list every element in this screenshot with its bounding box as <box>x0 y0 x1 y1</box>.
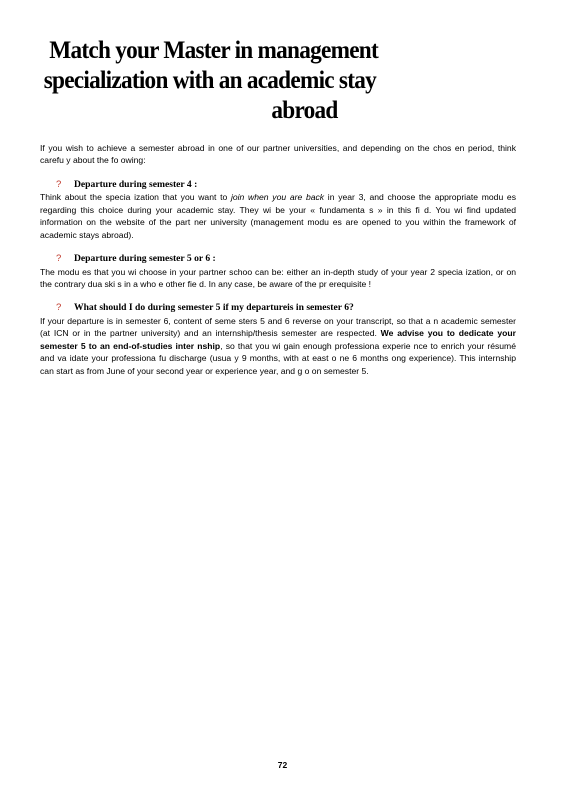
section-body-text: If your departure is in semester 6, content of seme sters 5 and 6 reverse on your transcript, so that a n academic semester (at ICN or in the partner university) and an internship/thesis semester are respected. <box>40 316 516 339</box>
section-body-text-continued: , so that you wi gain enough professiona experie nce to enrich your résumé and va idate your professiona fu discharge (usua y 9 months, with at east o ne 6 months ong experience). This internship can start as from June of your second year or experience year, and g o on semester 5. <box>40 340 516 376</box>
title-line-3: abroad <box>271 97 338 124</box>
section-body-text: Think about the specia ization that you want to <box>40 192 231 203</box>
section-semester-4 <box>40 179 516 241</box>
section-semester-5-or-6 <box>40 253 516 290</box>
section-heading <box>40 302 516 315</box>
section-semester-5-plan <box>40 302 516 377</box>
title-line-2: specialization with an academic stay <box>43 67 377 94</box>
section-body-text-continued: in year 3, and choose the appropriate modu es regarding this choice during your academic stay. They wi be your « fundamenta s » in this fi d. You wi find updated information on the website of the part ner university (management modu es are opened to you within the framework of academic stays abroad). <box>40 192 517 240</box>
title-line-1: Match your Master in management <box>49 37 378 64</box>
section-body-bold: We advise you to dedicate your semester 5 to an end-of-studies inter nship <box>40 328 516 351</box>
bullet-icon: ? <box>56 302 62 314</box>
intro-paragraph: If you wish to achieve a semester abroad in one of our partner universities, and depending on the chos en period, think carefu y about the fo owing: <box>40 143 516 166</box>
section-heading-text: Departure during semester 5 or 6 : <box>74 253 216 265</box>
section-body <box>40 315 516 377</box>
bullet-icon: ? <box>56 178 62 190</box>
bullet-icon: ? <box>56 253 62 265</box>
section-body: The modu es that you wi choose in your partner schoo can be: either an in-depth study of your year 2 specia ization, or on the contrary dua ski s in a who e other fie d. In any case, be aware of the pr erequisite ! <box>40 266 516 290</box>
section-heading <box>40 179 516 192</box>
page-title <box>40 36 378 126</box>
section-heading <box>40 253 516 266</box>
section-heading-text: What should I do during semester 5 if my departureis in semester 6? <box>74 302 354 314</box>
section-heading-text: Departure during semester 4 : <box>74 178 198 190</box>
document-body <box>40 142 516 389</box>
section-body-italic: join when you are back <box>230 192 325 203</box>
section-body <box>40 191 516 241</box>
page-number: 72 <box>277 760 288 770</box>
